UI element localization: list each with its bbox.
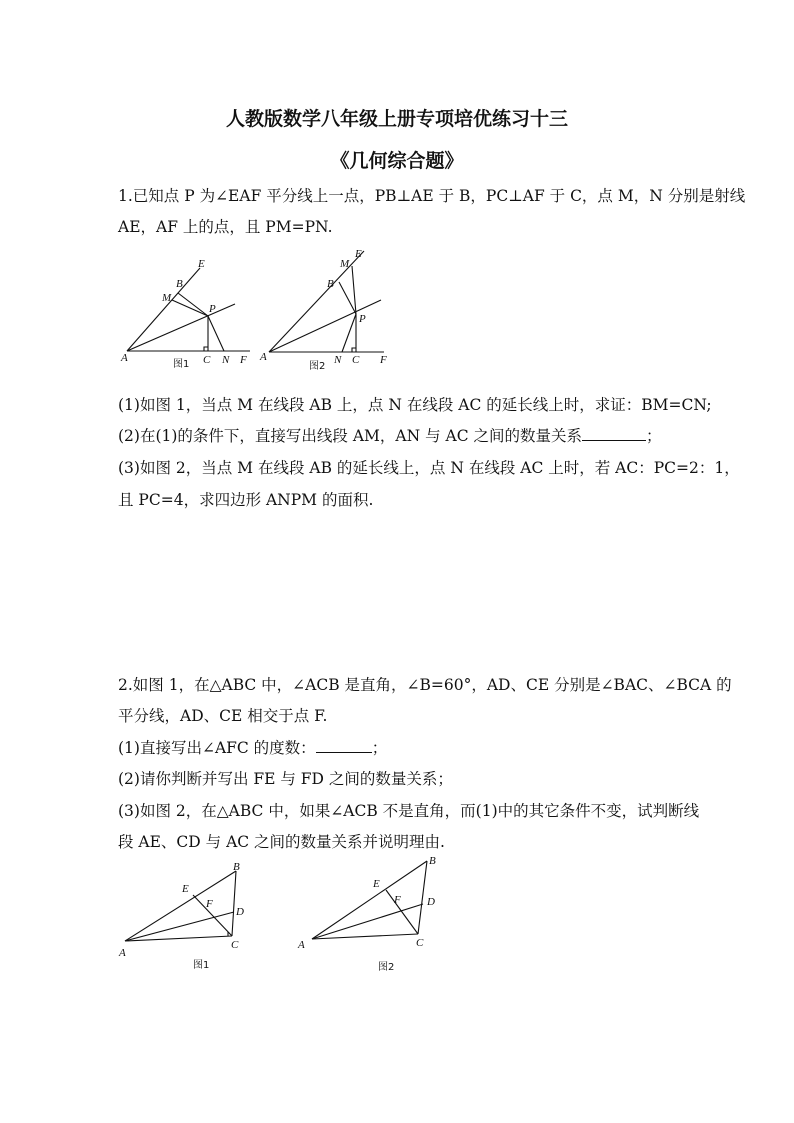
q1-figure-1 [118,255,258,375]
label-d: D [236,906,244,918]
side-ac [312,934,418,939]
q1-line2: AE，AF 上的点，且 PM=PN. [118,218,333,236]
bisector-ce [386,890,418,934]
label-b: B [429,855,436,867]
side-ab [125,871,236,941]
label-f: F [394,894,401,906]
bisector-ad [312,904,423,939]
side-bc [232,871,236,936]
q1-part1: (1)如图 1，当点 M 在线段 AB 上，点 N 在线段 AC 的延长线上时，求证：BM=CN; [118,396,712,414]
bisector-ap [269,300,381,352]
label-f: F [206,898,213,910]
answer-blank[interactable] [582,425,646,441]
label-c: C [352,354,360,366]
label-c: C [203,354,211,366]
bisector-ap [127,304,235,351]
label-p: P [209,303,216,315]
label-b: B [233,861,240,873]
label-f: F [380,354,387,366]
figure-caption: 图2 [309,361,326,372]
q2-part1 [118,736,708,758]
label-e: E [198,258,205,270]
q2-figure-2 [292,852,452,982]
right-angle-c [352,348,356,352]
label-m: M [340,258,350,270]
label-a: A [119,947,126,959]
label-b: B [327,278,334,290]
label-c: C [416,937,424,949]
q1-line1: 1.已知点 P 为∠EAF 平分线上一点，PB⊥AE 于 B，PC⊥AF 于 C，点 M，N 分别是射线 [118,187,746,205]
label-e: E [182,883,189,895]
label-e: E [355,248,362,260]
q1-part2-text: (2)在(1)的条件下，直接写出线段 AM，AN 与 AC 之间的数量关系 [118,427,582,445]
label-n: N [222,354,230,366]
q1-part2-end: ； [646,427,662,445]
side-ab [312,861,427,939]
answer-blank[interactable] [316,737,372,753]
q2-line1: 2.如图 1，在△ABC 中，∠ACB 是直角，∠B=60°，AD、CE 分别是∠BAC、∠BCA 的 [118,676,732,694]
page-title: 人教版数学八年级上册专项培优练习十三 [225,108,568,130]
q2-figure-1 [115,860,265,980]
label-f: F [240,354,247,366]
q2-part3-line1: (3)如图 2，在△ABC 中，如果∠ACB 不是直角，而(1)中的其它条件不变，试判断线 [118,802,700,820]
label-a: A [260,351,267,363]
q2-part3-line2: 段 AE、CD 与 AC 之间的数量关系并说明理由. [118,833,445,851]
q1-part3-line1: (3)如图 2，当点 M 在线段 AB 的延长线上，点 N 在线段 AC 上时，若 AC：PC=2：1， [118,459,740,477]
figure-caption: 图1 [193,960,210,971]
label-c: C [231,939,239,951]
q2-part2: (2)请你判断并写出 FE 与 FD 之间的数量关系； [118,770,453,788]
q2-line2: 平分线，AD、CE 相交于点 F. [118,707,328,725]
q2-part1-text: (1)直接写出∠AFC 的度数： [118,739,316,757]
label-d: D [427,896,435,908]
side-bc [418,861,427,934]
page-subtitle: 《几何综合题》 [330,150,464,172]
label-n: N [334,354,342,366]
q2-part1-end: ； [371,739,388,757]
label-a: A [121,352,128,364]
q1-figure-2 [254,245,404,375]
label-a: A [298,939,305,951]
label-m: M [162,292,172,304]
ray-ae [127,268,200,351]
right-angle-c [204,347,208,351]
segment-pn [208,316,224,351]
label-p: P [359,313,366,325]
label-e: E [373,878,380,890]
figure-caption: 图2 [378,962,395,973]
label-b: B [176,278,183,290]
q1-part2 [118,424,708,446]
segment-pn [342,314,356,352]
q1-part3-line2: 且 PC=4，求四边形 ANPM 的面积. [118,491,374,509]
figure-caption: 图1 [173,359,190,370]
